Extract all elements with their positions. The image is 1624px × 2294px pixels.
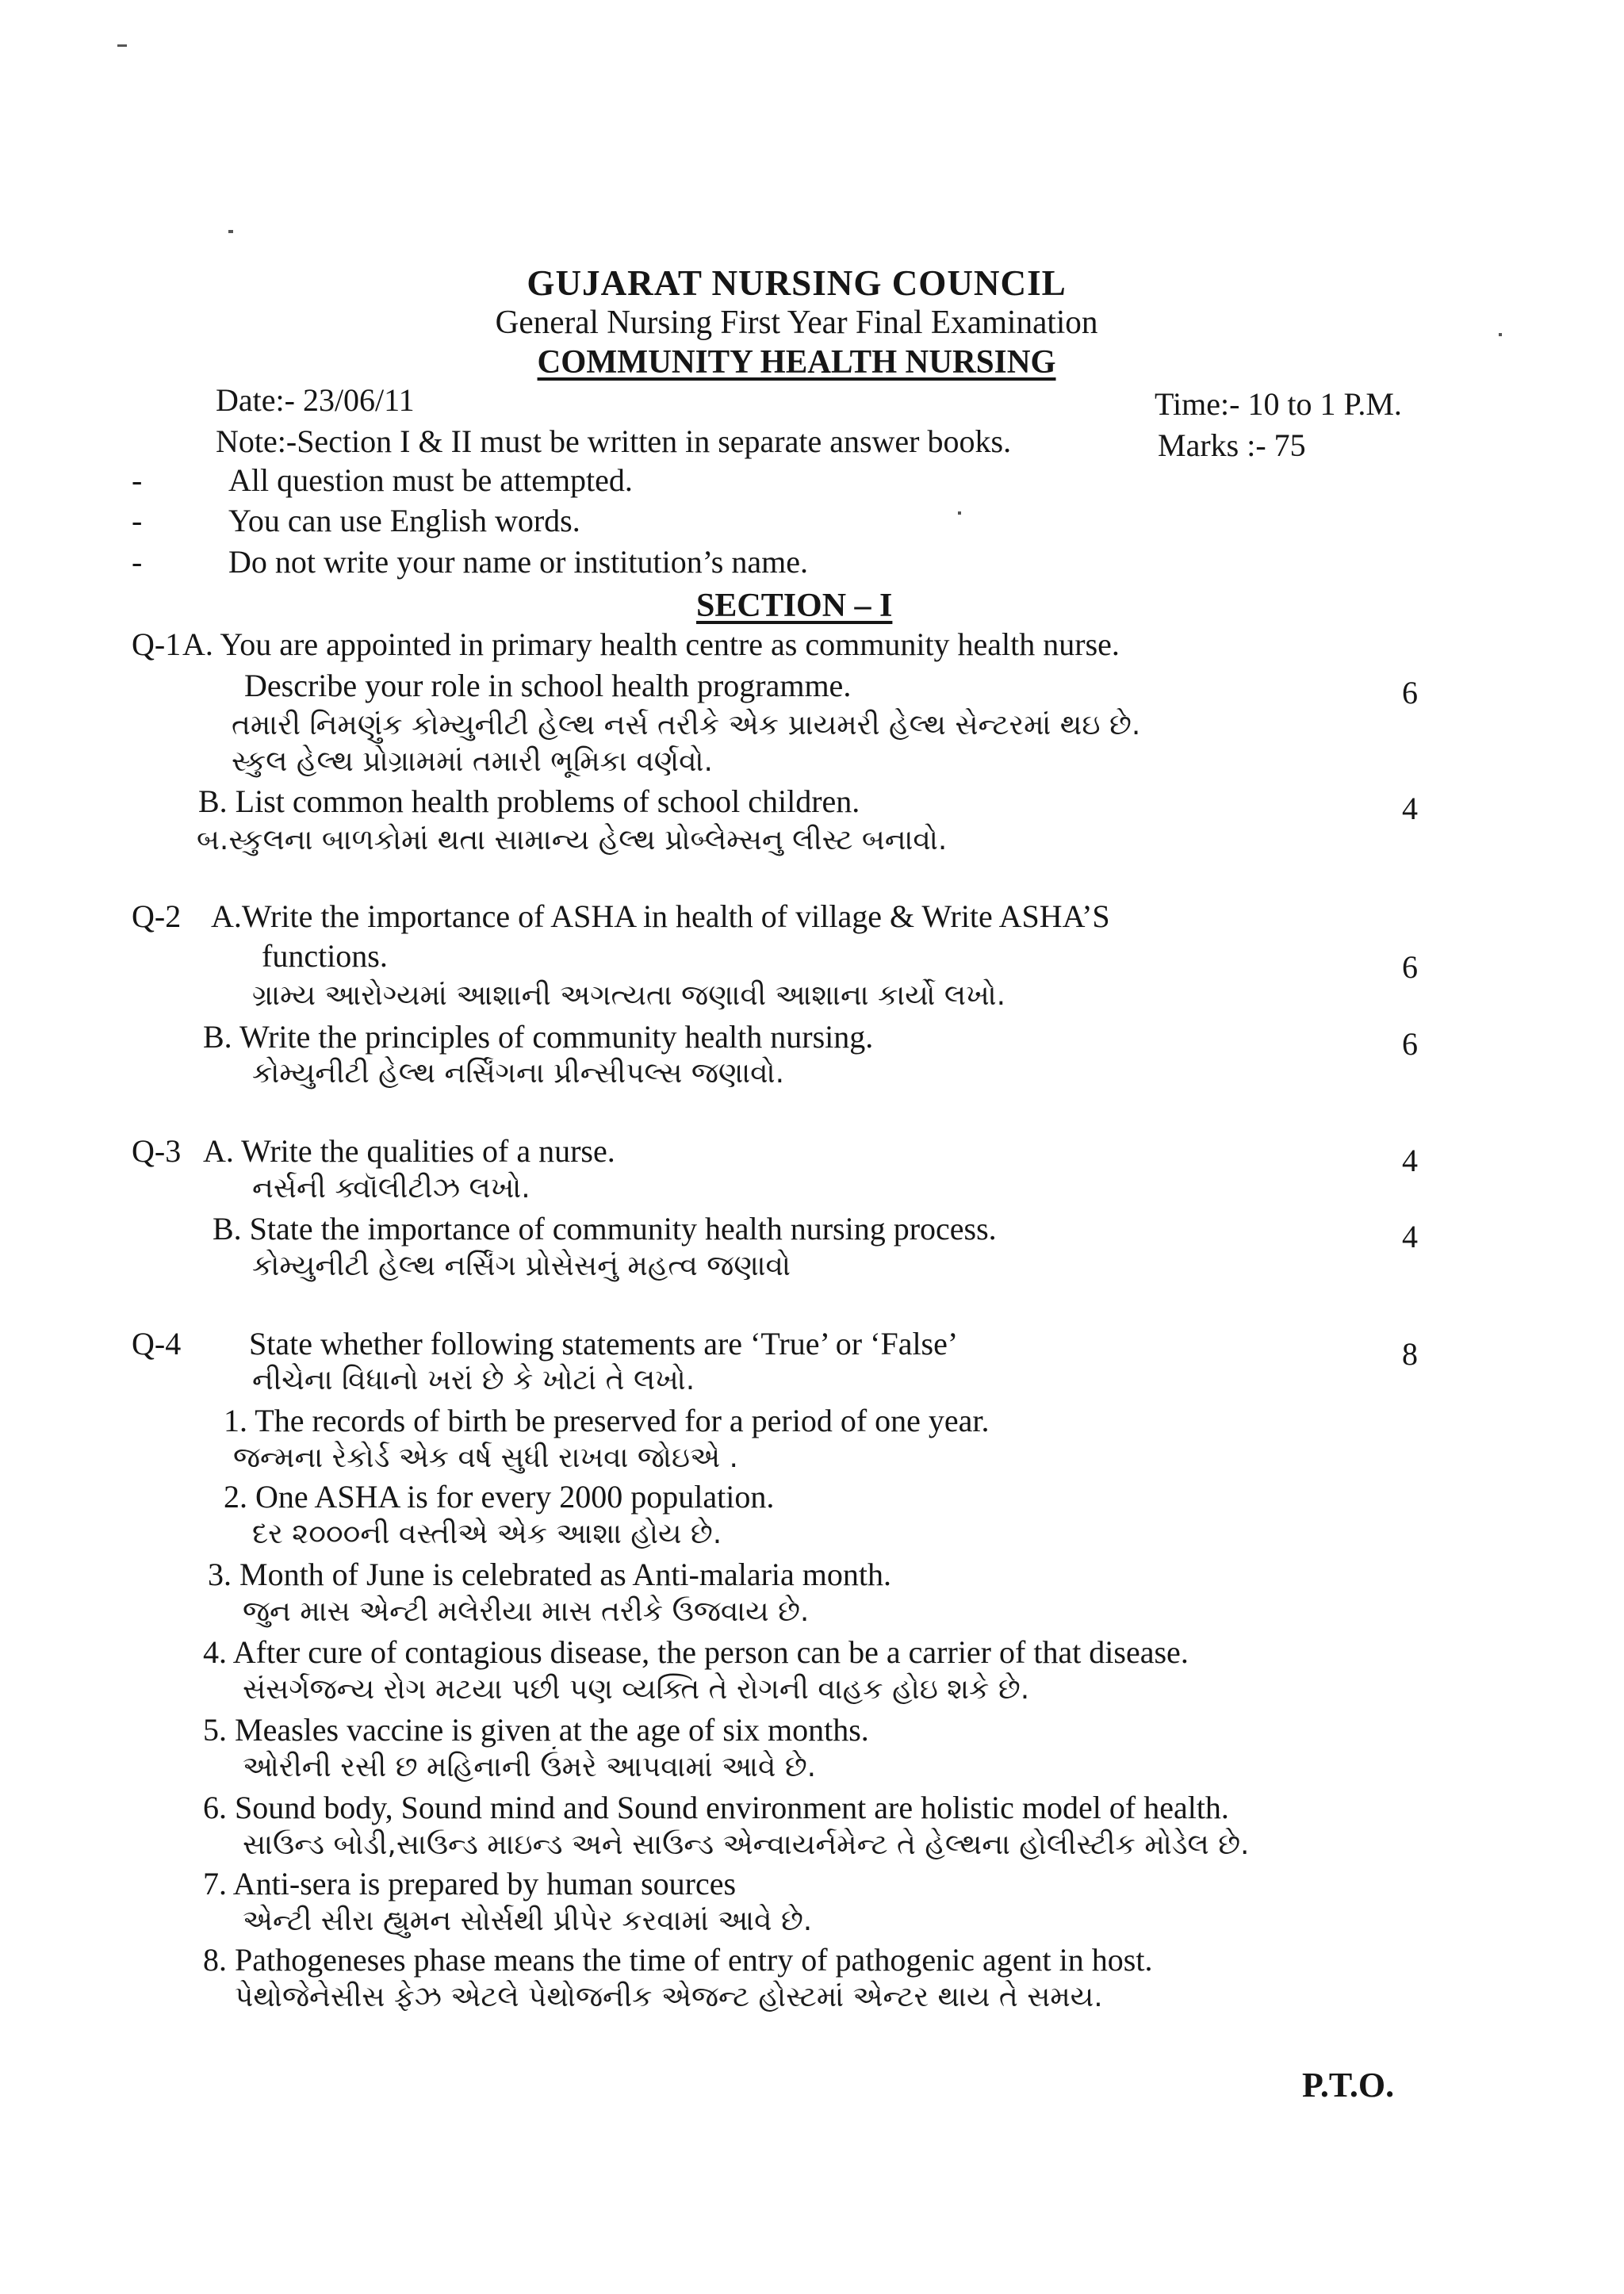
section-title: SECTION – I	[696, 588, 893, 624]
exam-date: Date:- 23/06/11	[216, 382, 415, 418]
scan-speck	[117, 44, 127, 47]
q4-statement: 4. After cure of contagious disease, the person can be a carrier of that disease.	[203, 1634, 1189, 1670]
exam-time: Time:- 10 to 1 P.M.	[1155, 386, 1402, 422]
q4-statement: 3. Month of June is celebrated as Anti-malaria month.	[208, 1557, 892, 1592]
pto-footer: P.T.O.	[1302, 2066, 1395, 2104]
q4-statement: 1. The records of birth be preserved for a period of one year.	[224, 1403, 990, 1438]
q3-a-gujarati: નર્સની ક્વૉલીટીઝ લખો.	[252, 1172, 530, 1204]
q4-text: State whether following statements are ‘True’ or ‘False’	[249, 1326, 959, 1361]
q3-a-text: A. Write the qualities of a nurse.	[203, 1133, 615, 1169]
q4-statement-gujarati: જન્મના રેકોર્ડ એક વર્ષ સુધી રાખવા જોઇએ .	[233, 1442, 738, 1474]
q4-statement: 5. Measles vaccine is given at the age of six months.	[203, 1712, 869, 1748]
q2-a-marks: 6	[1402, 949, 1418, 985]
q4-marks: 8	[1402, 1336, 1418, 1372]
subject-title: COMMUNITY HEALTH NURSING	[537, 344, 1056, 381]
q4-statement-gujarati: ઓરીની રસી છ મહિનાની ઉંમરે આપવામાં આવે છે.	[243, 1751, 817, 1783]
q4-statement-gujarati: એન્ટી સીરા હ્યુમન સોર્સથી પ્રીપેર કરવામાં આવે છે.	[243, 1905, 813, 1937]
q3-b-gujarati: કોમ્યુનીટી હેલ્થ નર્સિંગ પ્રોસેસનું મહત્વ જણાવો	[252, 1250, 791, 1282]
q2-a-text: functions.	[262, 938, 388, 974]
exam-marks: Marks :- 75	[1158, 427, 1306, 463]
q4-gujarati: નીચેના વિધાનો ખરાં છે કે ખોટાં તે લખો.	[252, 1364, 695, 1396]
question-number: Q-1	[132, 626, 182, 662]
q1-a-gujarati: તમારી નિમણુંક કોમ્યુનીટી હેલ્થ નર્સ તરીકે એક પ્રાયમરી હેલ્થ સેન્ટરમાં થઇ છે.	[232, 709, 1141, 741]
q1-b-text: B. List common health problems of school children.	[198, 783, 860, 819]
instruction-bullet: -	[132, 462, 143, 498]
council-title: GUJARAT NURSING COUNCIL	[527, 262, 1067, 303]
instruction-bullet: -	[132, 503, 143, 538]
q3-a-marks: 4	[1402, 1143, 1418, 1178]
exam-note: Note:-Section I & II must be written in separate answer books.	[216, 423, 1012, 459]
q4-statement-gujarati: પેથોજેનેસીસ ફેઝ એટલે પેથોજનીક એજન્ટ હોસ્ટમાં એન્ટર થાય તે સમય.	[235, 1981, 1103, 2013]
q2-a-text: A.Write the importance of ASHA in health of village & Write ASHA’S	[211, 898, 1110, 934]
instruction-bullet: -	[132, 544, 143, 580]
q1-b-marks: 4	[1402, 791, 1418, 826]
q1-a-marks: 6	[1402, 675, 1418, 710]
q3-b-text: B. State the importance of community health nursing process.	[213, 1211, 997, 1247]
q4-statement-gujarati: સાઉન્ડ બોડી,સાઉન્ડ માઇન્ડ અને સાઉન્ડ એન્વાયર્નમેન્ટ તે હેલ્થના હોલીસ્ટીક મોડેલ છે.	[243, 1829, 1250, 1861]
exam-title: General Nursing First Year Final Examination	[495, 304, 1098, 341]
q4-statement: 2. One ASHA is for every 2000 population.	[224, 1479, 775, 1515]
instruction-item: All question must be attempted.	[228, 462, 633, 498]
q4-statement-gujarati: સંસર્ગજન્ય રોગ મટયા પછી પણ વ્યક્તિ તે રોગની વાહક હોઇ શકે છે.	[243, 1673, 1030, 1706]
q1-a-gujarati: સ્કુલ હેલ્થ પ્રોગ્રામમાં તમારી ભૂમિકા વર્ણવો.	[232, 745, 714, 778]
question-number: Q-4	[132, 1326, 182, 1361]
question-number: Q-2	[132, 898, 182, 934]
q4-statement: 7. Anti-sera is prepared by human sources	[203, 1866, 737, 1901]
instruction-item: You can use English words.	[228, 503, 580, 538]
q2-b-marks: 6	[1402, 1026, 1418, 1062]
scan-speck	[958, 511, 961, 515]
q2-b-text: B. Write the principles of community health nursing.	[203, 1019, 874, 1055]
q1-b-gujarati: બ.સ્કુલના બાળકોમાં થતા સામાન્ય હેલ્થ પ્રોબ્લેમ્સનુ લીસ્ટ બનાવો.	[197, 824, 948, 856]
q2-b-gujarati: કોમ્યુનીટી હેલ્થ નર્સિંગના પ્રીન્સીપલ્સ જણાવો.	[252, 1057, 785, 1090]
q3-b-marks: 4	[1402, 1219, 1418, 1254]
scan-speck	[228, 230, 233, 233]
q4-statement-gujarati: દર ૨૦૦૦ની વસ્તીએ એક આશા હોય છે.	[252, 1518, 722, 1550]
q1-a-text: Describe your role in school health programme.	[244, 668, 852, 703]
q4-statement: 6. Sound body, Sound mind and Sound environment are holistic model of health.	[203, 1790, 1229, 1825]
question-number: Q-3	[132, 1133, 182, 1169]
q2-a-gujarati: ગ્રામ્ય આરોગ્યમાં આશાની અગત્યતા જણાવી આશાના કાર્યો લખો.	[252, 979, 1006, 1012]
instruction-item: Do not write your name or institution’s name.	[228, 544, 808, 580]
q1-a-text: A. You are appointed in primary health centre as community health nurse.	[182, 626, 1120, 662]
q4-statement: 8. Pathogeneses phase means the time of entry of pathogenic agent in host.	[203, 1942, 1153, 1978]
q4-statement-gujarati: જુન માસ એન્ટી મલેરીયા માસ તરીકે ઉજવાય છે.	[243, 1595, 810, 1628]
